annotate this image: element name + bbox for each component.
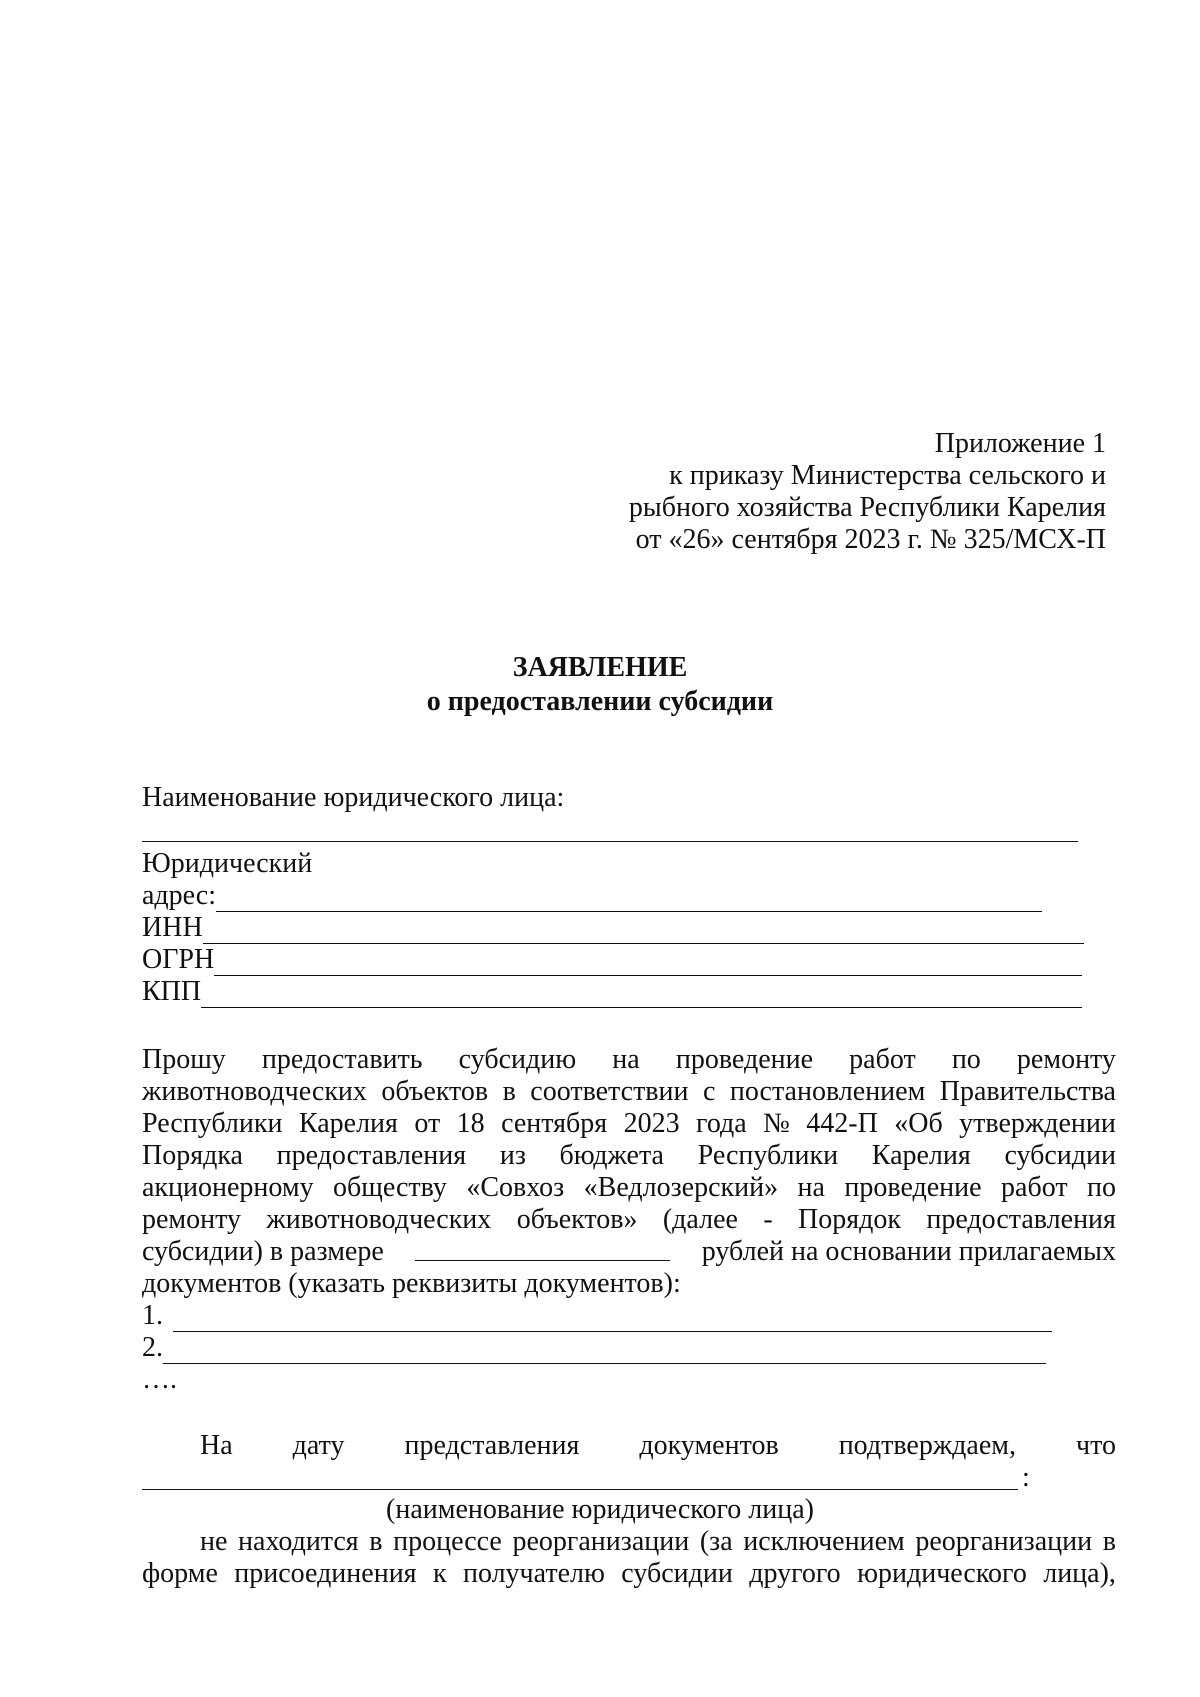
address-blank[interactable] [216,885,1042,912]
word: работ [849,1044,916,1075]
word: (далее [662,1204,738,1235]
entity-name-caption: (наименование юридического лица) [386,1494,814,1525]
document-title: ЗАЯВЛЕНИЕ [512,652,688,683]
word: Прошу [142,1044,226,1075]
word: другого [749,1558,841,1589]
word: представления [404,1430,580,1461]
ogrn-blank[interactable] [214,949,1082,976]
word: в [1102,1526,1116,1557]
request-line-4 [142,1140,1116,1172]
word: проведение [675,1044,814,1075]
word: Республики [697,1140,839,1171]
word: года [696,1108,747,1139]
word: ремонту [1016,1044,1116,1075]
request-line-3 [142,1108,1116,1140]
order-reference-line: к приказу Министерства сельского и [669,460,1106,491]
word: на [797,1172,825,1203]
word: проведение [844,1172,982,1203]
ogrn-label: ОГРН [142,944,215,975]
word: дату [292,1430,345,1461]
word: к [432,1558,447,1589]
word: документов [639,1430,779,1461]
word: 18 [456,1108,485,1139]
document-item-1 [142,1300,1052,1332]
address-field [142,880,1042,912]
entity-name-label: Наименование юридического лица: [142,782,565,813]
address-label-line1: Юридический [142,848,313,879]
word: от [414,1108,441,1139]
document-subtitle: о предоставлении субсидии [426,686,774,717]
reorg-line-2 [142,1558,1116,1590]
word: № [763,1108,790,1139]
word: акционерному [142,1172,314,1203]
ogrn-field [142,944,1082,976]
word: реорганизации [915,1526,1093,1557]
document-item-2 [142,1332,1046,1364]
word: ремонту [142,1204,241,1235]
address-label: адрес: [142,880,217,911]
order-date-line: от «26» сентября 2023 г. № 325/МСХ-П [635,524,1106,555]
word: - [763,1204,773,1235]
word: из [499,1140,526,1171]
reorg-line-1 [200,1526,1116,1558]
word: на [612,1044,640,1075]
subsidy-amount-blank[interactable] [415,1236,670,1261]
word: Карелия [871,1140,971,1171]
word: исключением [743,1526,905,1557]
entity-name-blank[interactable] [142,841,1078,842]
word: по [951,1044,981,1075]
word: субсидию [458,1044,577,1075]
word: лица), [1043,1558,1116,1589]
request-line-7 [142,1236,1116,1268]
word: животноводческих [266,1204,492,1235]
word: 2023 [623,1108,680,1139]
word: соответствии [530,1076,689,1107]
word: 442-П [806,1108,878,1139]
word: утверждении [959,1108,1116,1139]
word: юридического [857,1558,1027,1589]
subsidy-amount-prefix: субсидии) в размере [142,1236,384,1267]
inn-label: ИНН [142,912,203,943]
word: объектов [381,1076,489,1107]
word: Правительства [939,1076,1116,1107]
word: обществу [333,1172,447,1203]
word: «Об [894,1108,943,1139]
kpp-blank[interactable] [201,981,1082,1008]
document-item-2-number: 2. [142,1332,163,1363]
word: получателю [462,1558,605,1589]
word: субсидии [621,1558,733,1589]
word: по [1087,1172,1116,1203]
word: с [702,1076,716,1107]
subsidy-amount-suffix: рублей на основании прилагаемых [701,1236,1116,1267]
word: реорганизации [512,1526,690,1557]
word: (за [699,1526,733,1557]
kpp-field [142,976,1082,1008]
word: постановлением [729,1076,926,1107]
request-line-1 [142,1044,1116,1076]
confirm-colon: : [1022,1462,1030,1493]
word: Порядка [142,1140,243,1171]
word: находится [238,1526,359,1557]
request-line-5 [142,1172,1116,1204]
word: Порядок [798,1204,901,1235]
word: подтверждаем, [838,1430,1016,1461]
confirm-entity-blank[interactable] [142,1489,1018,1490]
inn-field [142,912,1084,944]
word: бюджета [559,1140,664,1171]
ministry-line: рыбного хозяйства Республики Карелия [628,492,1106,523]
word: что [1076,1430,1116,1461]
word: предоставления [276,1140,467,1171]
document-item-2-blank[interactable] [163,1337,1046,1364]
document-item-1-number: 1. [142,1300,163,1331]
word: «Ведлозерский» [583,1172,779,1203]
word: работ [1001,1172,1068,1203]
word: в [369,1526,383,1557]
word: сентября [501,1108,608,1139]
word: предоставления [926,1204,1116,1235]
word: присоединения [234,1558,417,1589]
request-line-8: документов (указать реквизиты документов): [142,1268,681,1299]
kpp-label: КПП [142,976,202,1007]
word: Карелия [298,1108,398,1139]
word: На [200,1430,233,1461]
word: процессе [393,1526,502,1557]
word: объектов» [516,1204,638,1235]
request-line-6 [142,1204,1116,1236]
document-item-1-blank[interactable] [173,1305,1052,1332]
confirm-line-1 [200,1430,1116,1462]
request-line-2 [142,1076,1116,1108]
word: форме [142,1558,218,1589]
word: Республики [142,1108,283,1139]
word: не [200,1526,228,1557]
appendix-label: Приложение 1 [934,428,1106,459]
word: «Совхоз [466,1172,565,1203]
word: предоставить [261,1044,423,1075]
document-list-ellipsis: …. [142,1364,177,1395]
word: в [502,1076,516,1107]
word: животноводческих [142,1076,367,1107]
word: субсидии [1004,1140,1116,1171]
inn-blank[interactable] [203,917,1084,944]
